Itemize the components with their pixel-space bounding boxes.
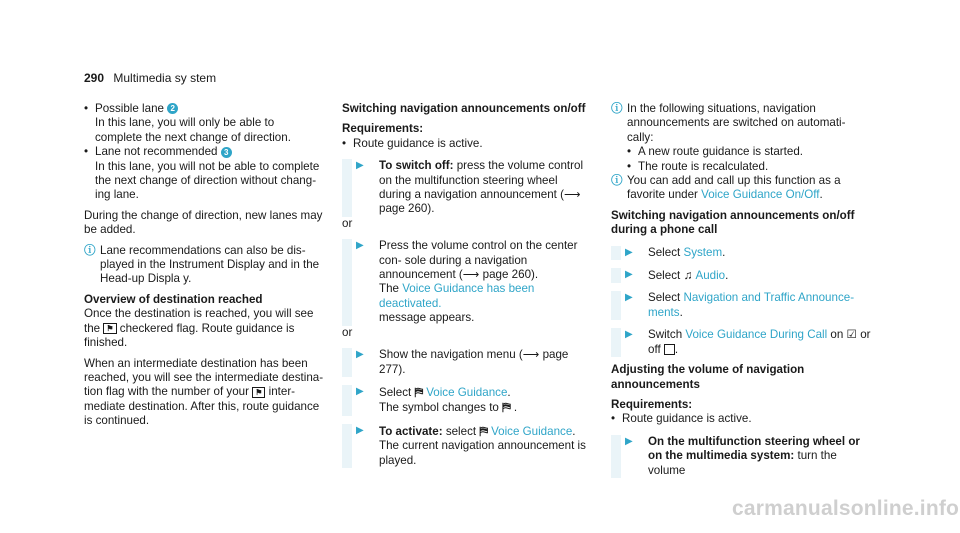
info-text: Lane recommendations can also be dis- played in the Instrument Display and in the Head-up Displa y. [100,243,320,286]
page-header [84,71,216,85]
bullet-possible-lane [84,102,324,116]
requirements-label: Requirements: [342,122,424,136]
step-text: press the volume control on the multifunction steering wheel during a navigation announcement ( [379,159,584,202]
step-text: select [445,424,477,438]
section-heading: Overview of destination reached [84,292,263,306]
text: inter- mediate destination. After this, route guidance is continued. [84,385,320,428]
text: Once the destination is reached, you will see the [84,307,314,335]
page-ref: page 260). [482,268,539,282]
checkered-flag-icon: ⚑ [103,323,116,334]
text: . [725,269,729,283]
arrow-step-icon: ▶ [356,385,364,397]
menu-item-text: Navigation and Traffic Announce- ments [648,291,855,319]
requirement-item: • Route guidance is active. [342,137,592,151]
page-number: 290 [84,71,105,85]
callout-number: 2 [167,103,178,114]
bullet-item: • The route is recalculated. [627,160,873,174]
section-heading: Switching navigation announcements on/off [342,102,586,115]
info-note [611,174,873,203]
text: on [830,328,844,342]
step-label: On the multifunction steering wheel or on the multimedia system: [648,434,860,463]
text: . [507,385,511,399]
step [611,246,873,260]
step [342,348,592,377]
info-text: You can add and call up this function as a favorite under [627,174,841,202]
step [342,239,592,325]
text: When an intermediate destination has been reached, you will see the intermediate destina- tion flag with the number of your [84,356,324,399]
step-text: Show the navigation menu ( [379,348,523,362]
text: The current navigation announcement is played. [379,439,586,467]
or-text: or [342,216,353,230]
requirement-item: • Route guidance is active. [611,412,873,426]
info-note [84,244,324,287]
step-text: Select [648,269,681,283]
step-text: Switch [648,328,683,342]
step [611,268,873,283]
text: . [819,188,823,202]
text: . [679,305,683,319]
section-title: Multimedia sy stem [113,71,217,85]
checkbox-checked-icon: ☑ [846,328,857,342]
step-text: Select [379,385,412,399]
text: The [379,282,399,296]
paragraph: During the change of direction, new lanes may be added. [84,208,323,237]
info-icon: ⓘ [611,174,623,188]
step-text: turn the volume [648,449,837,477]
menu-item-text: Voice Guidance [491,424,573,438]
menu-item-text: Voice Guidance During Call [685,328,828,342]
page-ref-arrow-icon: ⟶ [522,348,540,362]
info-icon: ⓘ [611,102,623,115]
step-text: Press the volume control on the center con- sole during a navigation announcement ( [379,239,578,282]
text: or [860,328,871,342]
requirements-label: Requirements: [611,397,693,411]
text: . [722,245,726,259]
info-note [611,102,873,145]
arrow-step-icon: ▶ [356,349,364,361]
step-label: To switch off: [379,159,454,173]
menu-item-text: Audio [695,269,726,283]
ui-message-text: Voice Guidance has been deactivated. [379,282,535,310]
bullet-label: Possible lane [95,102,164,115]
step [342,424,592,468]
text: The symbol changes to [379,401,499,415]
arrow-step-icon: ▶ [356,240,364,252]
text: off [648,342,661,356]
or-text: or [342,325,353,339]
text: checkered flag. Route guidance is finished. [84,321,295,350]
info-text: In the following situations, navigation announcements are switched on automati- cally: [627,102,846,144]
voice-muted-icon: ⛿ [502,400,511,415]
section-heading: Switching navigation announcements on/off during a phone call [611,208,855,237]
menu-item-text: Voice Guidance [426,385,508,399]
text: . [572,424,576,438]
step: ▶ Select ⛿ Voice Guidance. The symbol changes to ⛿ . [342,385,592,416]
voice-muted-icon: ⛿ [479,423,489,438]
checkbox-empty-icon [664,344,675,355]
arrow-step-icon: ▶ [625,435,633,447]
page-ref: page 260). [379,202,435,216]
arrow-step-icon: ▶ [625,292,633,304]
section-heading: Adjusting the volume of navigation announcements [611,363,805,391]
column-1 [84,102,324,429]
step-text: Select [648,291,681,305]
page-ref-arrow-icon: ⟶ [564,188,581,202]
bullet-lane-not-recommended [84,145,324,159]
bullet-text: In this lane, you will only be able to complete the next change of direction. [95,116,291,144]
favorite-name: Voice Guidance On/Off [701,188,820,202]
paragraph [84,307,324,350]
page-ref: page 277). [379,348,569,376]
arrow-step-icon: ▶ [356,160,364,172]
text: message appears. [379,311,475,325]
step [611,435,873,478]
column-3 [611,102,873,478]
menu-item-text: System [683,245,723,259]
paragraph [84,357,324,429]
voice-guidance-icon: ⛿ [414,384,424,399]
info-icon: ⓘ [84,243,96,257]
callout-number: 3 [221,147,232,158]
watermark: carmanualsonline.info [732,497,960,520]
bullet-text: In this lane, you will not be able to complete the next change of direction without chang- ing lane. [95,159,320,202]
bullet-item: • A new route guidance is started. [627,145,873,159]
bullet-label: Lane not recommended [95,145,218,159]
arrow-step-icon: ▶ [625,329,633,341]
step-label: To activate: [379,424,443,438]
step: ▶ Switch Voice Guidance During Call on ☑ or off . [611,328,873,357]
step-text: Select [648,245,681,259]
arrow-step-icon: ▶ [625,246,633,258]
arrow-step-icon: ▶ [356,424,364,436]
page-ref-arrow-icon: ⟶ [462,268,480,282]
column-2 [342,102,592,468]
step [342,159,592,217]
audio-icon: ♫ [683,268,693,283]
step [611,291,873,320]
intermediate-flag-icon: ⚑ [252,387,265,398]
arrow-step-icon: ▶ [625,269,633,281]
